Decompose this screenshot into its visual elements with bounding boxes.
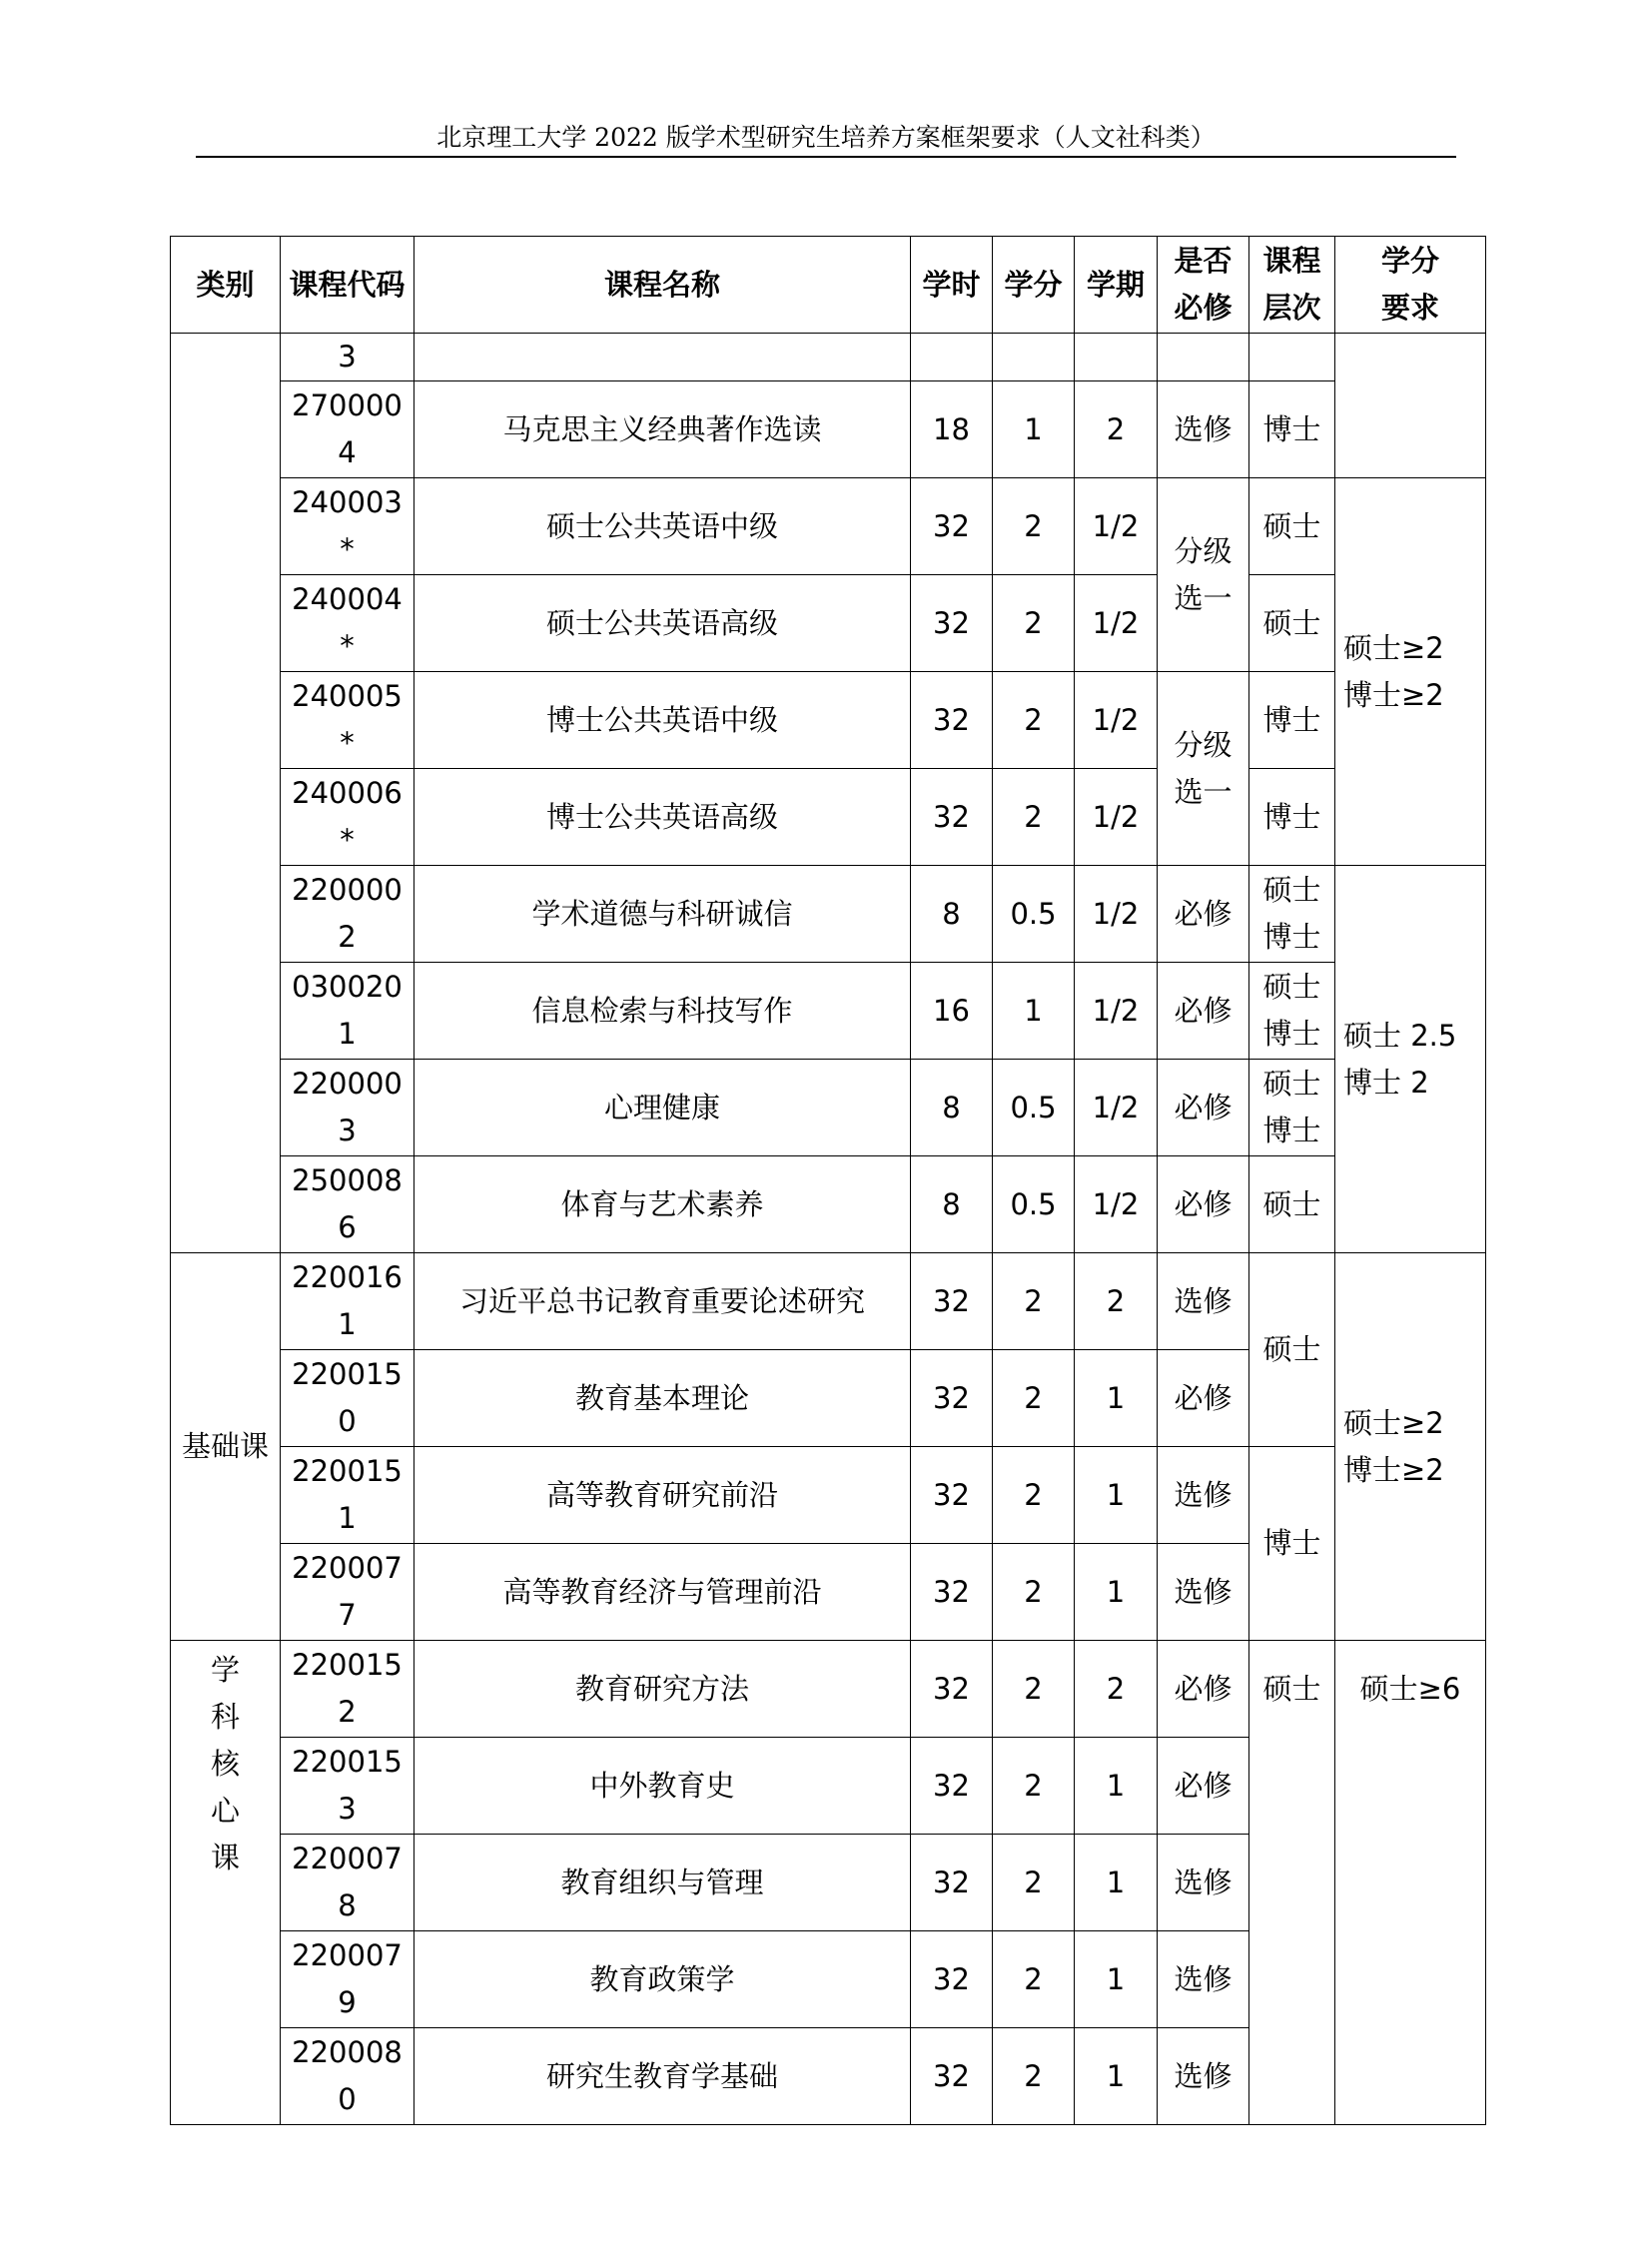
- course-term: 1: [1075, 1447, 1158, 1544]
- course-credits: 2: [993, 1641, 1075, 1738]
- course-name: 高等教育研究前沿: [414, 1447, 911, 1544]
- course-name: 博士公共英语高级: [414, 769, 911, 866]
- course-credits: 1: [993, 963, 1075, 1060]
- course-required: 选修: [1158, 381, 1249, 478]
- course-hours: 32: [911, 1350, 993, 1447]
- course-name: 体育与艺术素养: [414, 1156, 911, 1253]
- course-level: 硕士: [1249, 1641, 1335, 2125]
- course-code: 2500086: [281, 1156, 414, 1253]
- course-name: 教育基本理论: [414, 1350, 911, 1447]
- course-level: 博士: [1249, 769, 1335, 866]
- course-code: 0300201: [281, 963, 414, 1060]
- course-term: 1: [1075, 1738, 1158, 1835]
- course-credits: 2: [993, 478, 1075, 575]
- course-required: 选修: [1158, 1447, 1249, 1544]
- course-required: 选修: [1158, 1931, 1249, 2028]
- course-level: 硕士: [1249, 575, 1335, 672]
- course-credits: 2: [993, 1738, 1075, 1835]
- course-credits: 2: [993, 672, 1075, 769]
- course-code: 2200153: [281, 1738, 414, 1835]
- credit-requirement: 硕士≥2 博士≥2: [1335, 1253, 1486, 1641]
- course-code: 2200002: [281, 866, 414, 963]
- course-term: 1: [1075, 1544, 1158, 1641]
- course-term: 2: [1075, 1641, 1158, 1738]
- table-row: [171, 1253, 1486, 1350]
- header-credit-requirement: 学分 要求: [1335, 237, 1486, 334]
- course-required: 必修: [1158, 963, 1249, 1060]
- course-level: 硕士 博士: [1249, 866, 1335, 963]
- course-code: 2200078: [281, 1835, 414, 1931]
- course-required: 必修: [1158, 1641, 1249, 1738]
- header-level: 课程 层次: [1249, 237, 1335, 334]
- course-credits: 2: [993, 769, 1075, 866]
- category-core-char: 科: [210, 1700, 240, 1734]
- course-credits: 2: [993, 1447, 1075, 1544]
- header-term: 学期: [1075, 237, 1158, 334]
- course-name: 高等教育经济与管理前沿: [414, 1544, 911, 1641]
- course-level: 硕士: [1249, 1253, 1335, 1447]
- course-hours: 32: [911, 2028, 993, 2125]
- course-credits: 2: [993, 1350, 1075, 1447]
- course-table: [170, 236, 1486, 2125]
- table-row: [171, 769, 1486, 866]
- page-header: 北京理工大学 2022 版学术型研究生培养方案框架要求（人文社科类）: [436, 123, 1216, 152]
- course-credits: 2: [993, 1544, 1075, 1641]
- table-row: [171, 1447, 1486, 1544]
- course-required-choice: 分级 选一: [1158, 672, 1249, 866]
- course-term: 1/2: [1075, 478, 1158, 575]
- course-code: 2200151: [281, 1447, 414, 1544]
- course-hours: 8: [911, 866, 993, 963]
- category-core-char: 核: [210, 1747, 240, 1781]
- table-row: [171, 334, 1486, 381]
- course-credits: 2: [993, 2028, 1075, 2125]
- course-code: 240004*: [281, 575, 414, 672]
- table-row: [171, 1060, 1486, 1156]
- course-name: 研究生教育学基础: [414, 2028, 911, 2125]
- header-code: 课程代码: [281, 237, 414, 334]
- header-category: 类别: [171, 237, 281, 334]
- course-code: 2200152: [281, 1641, 414, 1738]
- course-code: 240005*: [281, 672, 414, 769]
- course-hours: 8: [911, 1156, 993, 1253]
- course-level: 博士: [1249, 672, 1335, 769]
- category-core: [171, 1641, 281, 2125]
- table-row: [171, 672, 1486, 769]
- category-core-char: 心: [210, 1794, 240, 1828]
- course-term: 1/2: [1075, 963, 1158, 1060]
- table-row: [171, 866, 1486, 963]
- table-header-row: [171, 237, 1486, 334]
- course-level: 博士: [1249, 381, 1335, 478]
- course-name: 心理健康: [414, 1060, 911, 1156]
- category-basic: 基础课: [171, 1253, 281, 1641]
- course-required: 必修: [1158, 1738, 1249, 1835]
- course-hours: 32: [911, 672, 993, 769]
- header-name: 课程名称: [414, 237, 911, 334]
- course-credits: 2: [993, 1931, 1075, 2028]
- course-credits: 0.5: [993, 1156, 1075, 1253]
- course-hours: 32: [911, 1447, 993, 1544]
- course-hours: 18: [911, 381, 993, 478]
- course-level: 博士: [1249, 1447, 1335, 1641]
- course-level: 硕士: [1249, 478, 1335, 575]
- course-credits: 0.5: [993, 866, 1075, 963]
- table-row: [171, 381, 1486, 478]
- course-term: 1/2: [1075, 866, 1158, 963]
- course-required: 选修: [1158, 1544, 1249, 1641]
- table-row: [171, 1641, 1486, 1738]
- table-row: [171, 478, 1486, 575]
- course-credits: 1: [993, 381, 1075, 478]
- course-hours: 32: [911, 1835, 993, 1931]
- course-hours: 32: [911, 1641, 993, 1738]
- course-term: 1: [1075, 1350, 1158, 1447]
- category-cell-general: [171, 334, 281, 1253]
- course-credits: 2: [993, 575, 1075, 672]
- course-name: 信息检索与科技写作: [414, 963, 911, 1060]
- course-hours: 32: [911, 1738, 993, 1835]
- course-name: 习近平总书记教育重要论述研究: [414, 1253, 911, 1350]
- table-row: [171, 963, 1486, 1060]
- course-level: 硕士 博士: [1249, 963, 1335, 1060]
- course-code: 2200077: [281, 1544, 414, 1641]
- course-term: 1/2: [1075, 672, 1158, 769]
- course-hours: [911, 334, 993, 381]
- course-term: 2: [1075, 381, 1158, 478]
- course-term: 1: [1075, 2028, 1158, 2125]
- course-term: 1/2: [1075, 1156, 1158, 1253]
- course-name: 教育组织与管理: [414, 1835, 911, 1931]
- header-hours: 学时: [911, 237, 993, 334]
- course-name: 教育研究方法: [414, 1641, 911, 1738]
- header-required: 是否 必修: [1158, 237, 1249, 334]
- course-hours: 8: [911, 1060, 993, 1156]
- course-name: 硕士公共英语高级: [414, 575, 911, 672]
- course-required: 必修: [1158, 1060, 1249, 1156]
- course-hours: 32: [911, 1931, 993, 2028]
- course-hours: 32: [911, 575, 993, 672]
- course-term: 1: [1075, 1931, 1158, 2028]
- course-hours: 32: [911, 769, 993, 866]
- course-required: 选修: [1158, 1253, 1249, 1350]
- course-level: [1249, 334, 1335, 381]
- course-name: 学术道德与科研诚信: [414, 866, 911, 963]
- course-credits: 2: [993, 1835, 1075, 1931]
- category-core-char: 学: [210, 1653, 240, 1687]
- course-code: 240003*: [281, 478, 414, 575]
- course-code: 2200150: [281, 1350, 414, 1447]
- course-credits: 0.5: [993, 1060, 1075, 1156]
- header-rule: [196, 156, 1456, 158]
- course-hours: 16: [911, 963, 993, 1060]
- course-term: [1075, 334, 1158, 381]
- course-required-choice: 分级 选一: [1158, 478, 1249, 672]
- credit-requirement: [1335, 334, 1486, 478]
- course-code: 2200079: [281, 1931, 414, 2028]
- course-name: 教育政策学: [414, 1931, 911, 2028]
- course-code: 2200003: [281, 1060, 414, 1156]
- course-level: 硕士: [1249, 1156, 1335, 1253]
- table-row: [171, 575, 1486, 672]
- course-name: 博士公共英语中级: [414, 672, 911, 769]
- category-core-char: 课: [210, 1841, 240, 1874]
- course-required: 必修: [1158, 1350, 1249, 1447]
- course-name: 马克思主义经典著作选读: [414, 381, 911, 478]
- course-term: 2: [1075, 1253, 1158, 1350]
- course-hours: 32: [911, 1544, 993, 1641]
- course-required: 选修: [1158, 2028, 1249, 2125]
- course-credits: 2: [993, 1253, 1075, 1350]
- course-code: 240006*: [281, 769, 414, 866]
- course-required: 选修: [1158, 1835, 1249, 1931]
- course-term: 1/2: [1075, 575, 1158, 672]
- course-level: 硕士 博士: [1249, 1060, 1335, 1156]
- course-code: 2200161: [281, 1253, 414, 1350]
- credit-requirement: 硕士≥6: [1335, 1641, 1486, 2125]
- credit-requirement: 硕士≥2 博士≥2: [1335, 478, 1486, 866]
- course-term: 1: [1075, 1835, 1158, 1931]
- course-code: 2700004: [281, 381, 414, 478]
- table-row: [171, 1156, 1486, 1253]
- course-code: 2200080: [281, 2028, 414, 2125]
- course-required: [1158, 334, 1249, 381]
- course-required: 必修: [1158, 866, 1249, 963]
- course-code: 3: [281, 334, 414, 381]
- credit-requirement: 硕士 2.5 博士 2: [1335, 866, 1486, 1253]
- course-name: 硕士公共英语中级: [414, 478, 911, 575]
- header-credits: 学分: [993, 237, 1075, 334]
- course-term: 1/2: [1075, 1060, 1158, 1156]
- course-hours: 32: [911, 1253, 993, 1350]
- course-required: 必修: [1158, 1156, 1249, 1253]
- course-name: [414, 334, 911, 381]
- course-term: 1/2: [1075, 769, 1158, 866]
- course-name: 中外教育史: [414, 1738, 911, 1835]
- course-credits: [993, 334, 1075, 381]
- course-hours: 32: [911, 478, 993, 575]
